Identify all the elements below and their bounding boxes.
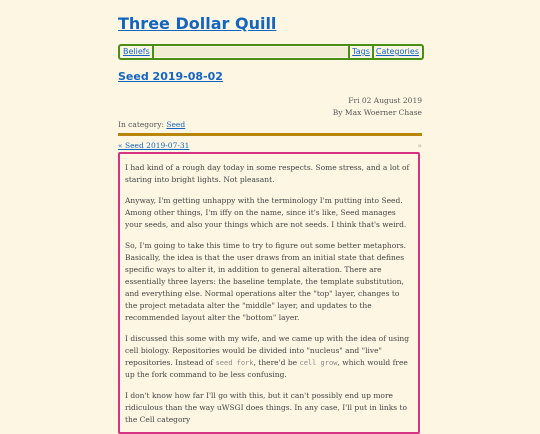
nav-bar [118, 44, 424, 60]
nav-link-beliefs[interactable]: Beliefs [123, 47, 150, 56]
post-author: By Max Woerner Chase [332, 108, 422, 117]
next-post-link[interactable]: » [417, 141, 422, 150]
nav-spacer [154, 47, 348, 57]
paragraph-4-text-a: I discussed this some with my wife, and we came up with the idea of using cell biology. Repositories would be divided into "nucleus" and "live" repositories. Instead of [125, 334, 410, 367]
post-date: Fri 02 August 2019 [348, 96, 422, 105]
post-title-link[interactable]: Seed 2019-08-02 [118, 70, 223, 83]
category-prefix: In category: [118, 120, 164, 129]
paragraph-4-text-b: , there'd be [253, 358, 298, 367]
paragraph-4-text-c: , which would free up the fork command to be less confusing. [125, 358, 408, 379]
nav-link-tags[interactable]: Tags [352, 47, 370, 56]
post-category-line [118, 120, 185, 129]
post-paragraph-5: I don't know how far I'll go with this, but it can't possibly end up more ridiculous than the way uWSGI does things. In any case, I'll put in links to the Cell category [125, 391, 408, 424]
post-meta [333, 95, 422, 119]
code-seed-fork: seed fork [215, 359, 254, 367]
site-title-link[interactable]: Three Dollar Quill [118, 14, 277, 33]
post-content [118, 152, 420, 434]
post-paragraph-3: So, I'm going to take this time to try to figure out some better metaphors. Basically, the idea is that the user draws from an initial state that defines specific ways to alter it, in addition to general alteration. There are essentially three layers: the baseline template, the template substitution, and everything else. Normal operations alter the "top" layer, changes to the project metadata alter the "middle" layer, and updates to the recommended layout alter the "bottom" layer. [125, 241, 407, 322]
divider-rule [118, 133, 422, 136]
prev-post-link[interactable]: « Seed 2019-07-31 [118, 141, 190, 150]
code-cell-grow: cell grow [299, 359, 338, 367]
nav-link-categories[interactable]: Categories [375, 47, 419, 56]
category-link-seed[interactable]: Seed [166, 120, 186, 129]
post-paragraph-4 [125, 333, 413, 381]
post-paragraph-1: I had kind of a rough day today in some respects. Some stress, and a lot of staring into bright lights. Not pleasant. [125, 163, 410, 184]
post-paragraph-2: Anyway, I'm getting unhappy with the terminology I'm putting into Seed. Among other things, I'm iffy on the name, since it's like, Seed manages your seeds, and also your things which are not seeds. I think that's weird. [125, 196, 407, 229]
